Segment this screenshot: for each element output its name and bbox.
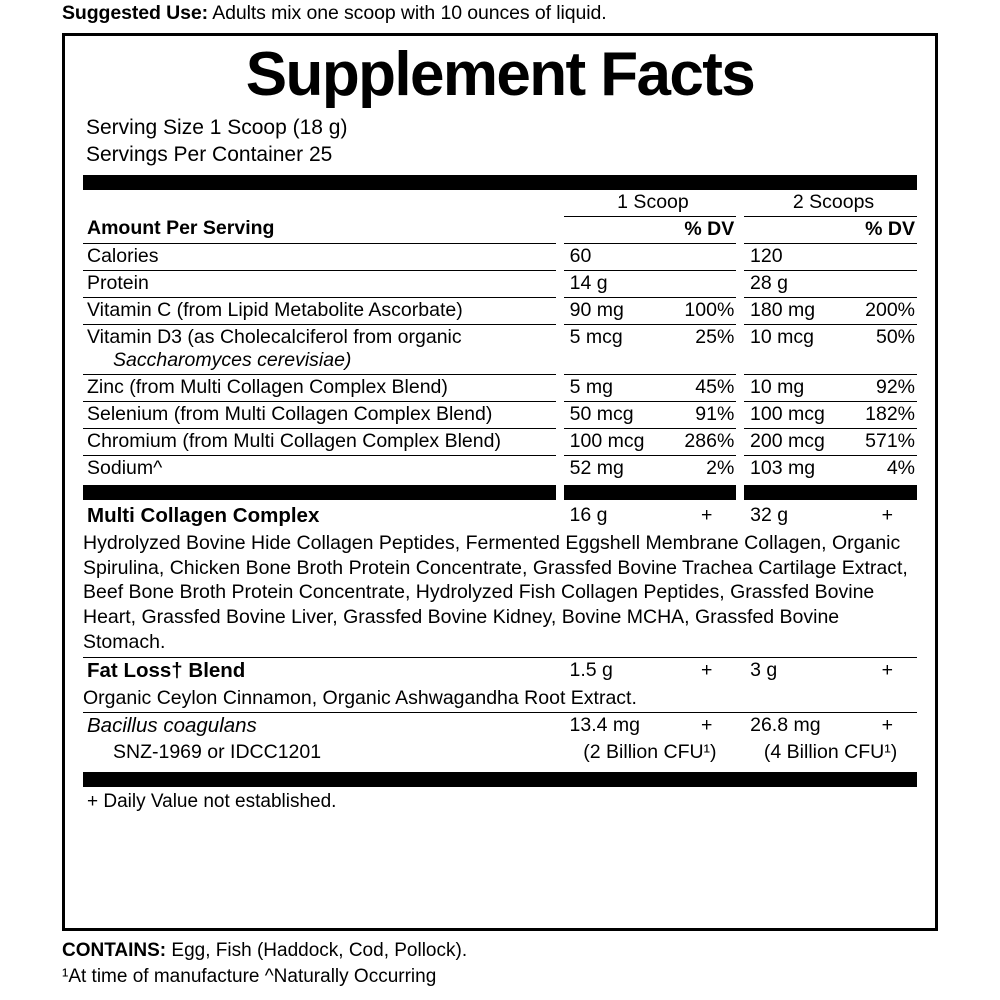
nutrient-row xyxy=(83,324,917,374)
contains-text: Egg, Fish (Haddock, Cod, Pollock). xyxy=(171,940,468,961)
nutrient-name-line2: Saccharomyces cerevisiae) xyxy=(113,348,352,371)
blend-row xyxy=(83,503,917,530)
probiotic-row xyxy=(83,713,917,741)
nutrient-amount-b: 120 xyxy=(750,244,783,267)
nutrient-amount-a: 14 g xyxy=(569,271,608,294)
nutrient-dv-a: 25% xyxy=(695,325,735,348)
blend-amount-b: 3 g xyxy=(750,658,778,681)
dv-header-a: % DV xyxy=(684,217,735,240)
amount-per-serving-row xyxy=(83,216,917,243)
contains-section xyxy=(62,938,467,989)
probiotic-strain-row xyxy=(83,740,917,766)
blend-amount-a: 16 g xyxy=(569,503,608,526)
blend-ingredients-row xyxy=(83,685,917,713)
probiotic-name: Bacillus coagulans xyxy=(87,714,257,738)
suggested-use-label: Suggested Use: xyxy=(62,2,208,24)
amount-per-serving-label: Amount Per Serving xyxy=(83,216,556,243)
col-header-1-scoop: 1 Scoop xyxy=(564,190,737,217)
nutrient-amount-a: 100 mcg xyxy=(569,429,645,452)
dv-header-b: % DV xyxy=(865,217,915,240)
suggested-use-line xyxy=(62,2,607,25)
nutrient-amount-a: 52 mg xyxy=(569,456,624,479)
nutrient-name: Sodium^ xyxy=(87,456,163,479)
nutrient-dv-a: 100% xyxy=(684,298,735,321)
nutrient-amount-b: 10 mg xyxy=(750,375,805,398)
nutrient-amount-b: 200 mcg xyxy=(750,429,825,452)
nutrient-amount-b: 180 mg xyxy=(750,298,816,321)
nutrient-name: Vitamin C (from Lipid Metabolite Ascorbate) xyxy=(83,297,556,324)
nutrient-name: Chromium (from Multi Collagen Complex Blend) xyxy=(83,428,556,455)
probiotic-dv-a: + xyxy=(700,714,713,737)
facts-table xyxy=(83,190,917,482)
nutrient-amount-a: 60 xyxy=(569,244,592,267)
blend-ingredients: Organic Ceylon Cinnamon, Organic Ashwagandha Root Extract. xyxy=(83,685,917,713)
divider-thick-split xyxy=(83,485,917,500)
probiotic-cfu-b: (4 Billion CFU¹) xyxy=(763,741,898,764)
probiotic-amount-b: 26.8 mg xyxy=(750,714,821,737)
nutrient-amount-b: 10 mcg xyxy=(750,325,814,348)
blend-dv-b: + xyxy=(881,503,893,526)
nutrient-dv-b: 92% xyxy=(875,375,915,398)
probiotic-strain: SNZ-1969 or IDCC1201 xyxy=(113,741,322,764)
nutrient-amount-b: 103 mg xyxy=(750,456,816,479)
blend-amount-b: 32 g xyxy=(750,503,789,526)
nutrient-amount-a: 50 mcg xyxy=(569,402,634,425)
nutrient-amount-a: 90 mg xyxy=(569,298,624,321)
nutrient-name: Selenium (from Multi Collagen Complex Blend) xyxy=(83,401,556,428)
blend-row xyxy=(83,657,917,685)
manufacture-notes: ¹At time of manufacture ^Naturally Occurring xyxy=(62,965,437,987)
contains-label: CONTAINS: xyxy=(62,940,167,961)
serving-size: Serving Size 1 Scoop (18 g) xyxy=(86,116,348,140)
nutrient-name: Zinc (from Multi Collagen Complex Blend) xyxy=(83,374,556,401)
probiotic-dv-b: + xyxy=(881,714,893,737)
probiotic-amount-a: 13.4 mg xyxy=(569,714,640,737)
suggested-use-text: Adults mix one scoop with 10 ounces of liquid. xyxy=(212,2,607,24)
nutrient-dv-b: 4% xyxy=(886,456,915,479)
col-header-2-scoops: 2 Scoops xyxy=(744,190,917,217)
blend-name: Multi Collagen Complex xyxy=(87,503,320,527)
nutrient-dv-b: 571% xyxy=(865,429,915,452)
divider-thick-bottom xyxy=(83,772,917,787)
nutrient-amount-b: 28 g xyxy=(750,271,788,294)
scoop-header-row xyxy=(83,190,917,217)
nutrient-row xyxy=(83,428,917,455)
nutrient-name: Protein xyxy=(83,270,556,297)
nutrient-row xyxy=(83,270,917,297)
divider-thick-top xyxy=(83,175,917,190)
serving-info xyxy=(86,115,917,169)
facts-panel xyxy=(62,33,938,931)
nutrient-dv-b: 50% xyxy=(875,325,915,348)
nutrient-dv-a: 286% xyxy=(684,429,735,452)
blends-table xyxy=(83,503,917,767)
nutrient-name: Calories xyxy=(83,243,556,270)
blend-ingredients-row xyxy=(83,530,917,657)
footnote-daily-value: + Daily Value not established. xyxy=(87,791,337,813)
blend-dv-a: + xyxy=(700,658,713,681)
probiotic-cfu-a: (2 Billion CFU¹) xyxy=(583,741,717,764)
nutrient-row xyxy=(83,297,917,324)
nutrient-amount-a: 5 mg xyxy=(569,375,613,398)
servings-per-container: Servings Per Container 25 xyxy=(86,142,333,166)
nutrient-amount-b: 100 mcg xyxy=(750,402,825,425)
nutrient-dv-a: 45% xyxy=(695,375,735,398)
nutrient-dv-a: 2% xyxy=(706,456,735,479)
nutrient-row xyxy=(83,401,917,428)
blend-dv-b: + xyxy=(881,658,893,681)
nutrient-name: Vitamin D3 (as Cholecalciferol from organic xyxy=(87,325,462,348)
blend-ingredients: Hydrolyzed Bovine Hide Collagen Peptides, Fermented Eggshell Membrane Collagen, Organic Spirulina, Chicken Bone Broth Protein Concentrate, Grassfed Bovine Trachea Cartilage Extract, Beef Bone Broth Protein Concentrate, Hydrolyzed Fish Collagen Peptides, Grassfed Bovine Heart, Grassfed Bovine Liver, Grassfed Bovine Kidney, Bovine MCHA, Grassfed Bovine Stomach. xyxy=(83,530,917,657)
nutrient-dv-b: 182% xyxy=(865,402,915,425)
page-title: Supplement Facts xyxy=(245,40,755,109)
nutrient-dv-a: 91% xyxy=(695,402,735,425)
nutrient-row xyxy=(83,455,917,482)
blend-amount-a: 1.5 g xyxy=(569,658,613,681)
nutrient-amount-a: 5 mcg xyxy=(569,325,623,348)
nutrient-dv-b: 200% xyxy=(865,298,915,321)
nutrient-row xyxy=(83,374,917,401)
nutrient-row xyxy=(83,243,917,270)
contains-line xyxy=(62,938,467,964)
blend-name: Fat Loss† Blend xyxy=(87,658,246,682)
blend-dv-a: + xyxy=(700,503,713,526)
